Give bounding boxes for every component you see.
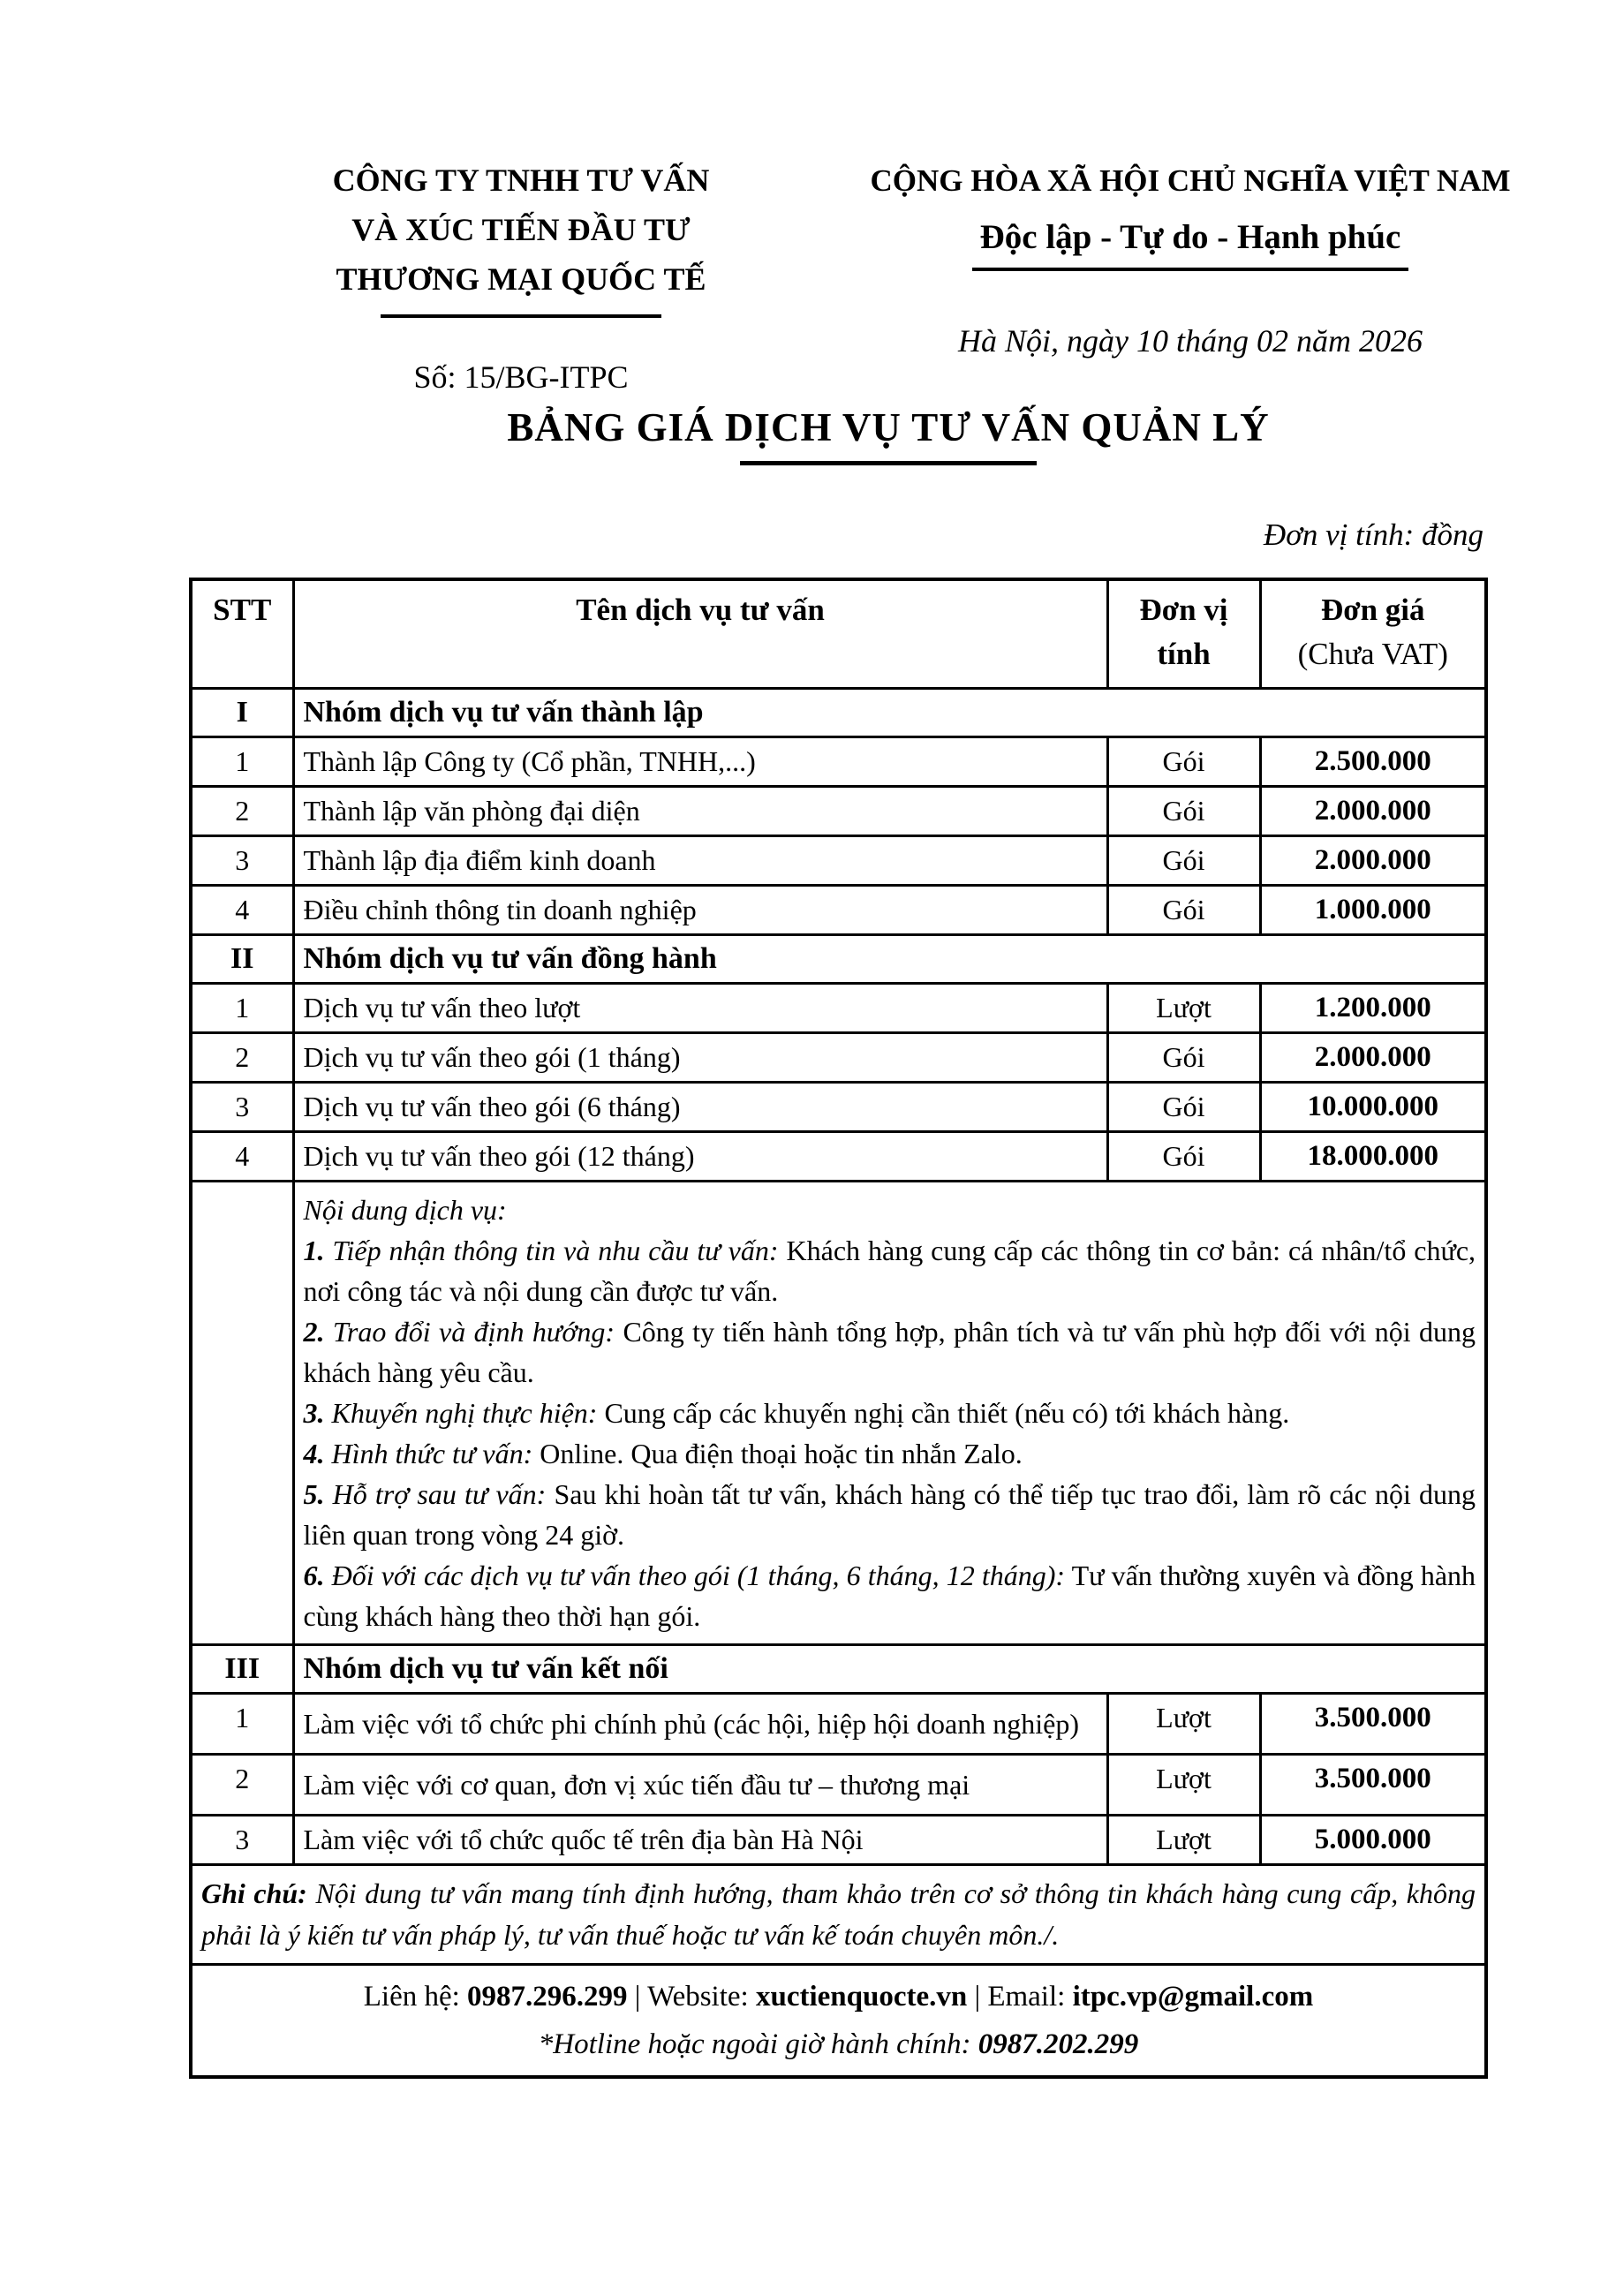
col-header-unit-line2: tính — [1157, 637, 1211, 671]
item-number: 4. — [303, 1438, 325, 1469]
section-number: II — [191, 935, 293, 984]
item-number: 1. — [303, 1235, 325, 1266]
item-lead: Trao đổi và định hướng: — [332, 1316, 615, 1348]
service-price: 10.000.000 — [1260, 1083, 1486, 1132]
table-row — [191, 1755, 1486, 1816]
phone-number: 0987.296.299 — [467, 1981, 628, 2013]
service-unit: Gói — [1107, 886, 1260, 935]
service-price: 18.000.000 — [1260, 1132, 1486, 1182]
col-header-unit — [1107, 579, 1260, 689]
service-content-row — [191, 1182, 1486, 1645]
hotline-number: 0987.202.299 — [978, 2028, 1139, 2060]
row-stt: 3 — [191, 836, 293, 886]
service-name: Làm việc với tổ chức quốc tế trên địa bàn Hà Nội — [293, 1816, 1107, 1865]
item-text: Cung cấp các khuyến nghị cần thiết (nếu có) tới khách hàng. — [604, 1397, 1290, 1429]
email-label: Email: — [987, 1981, 1066, 2013]
table-row — [191, 984, 1486, 1033]
hotline-label: *Hotline hoặc ngoài giờ hành chính: — [538, 2028, 971, 2060]
service-name: Thành lập văn phòng đại diện — [293, 787, 1107, 836]
section-title: Nhóm dịch vụ tư vấn đồng hành — [293, 935, 1486, 984]
service-price: 5.000.000 — [1260, 1816, 1486, 1865]
item-text: Khách hàng cung cấp các thông tin cơ bản: cá nhân/tổ chức, nơi công tác và nội dung cần được tư vấn. — [303, 1235, 1476, 1307]
table-row — [191, 737, 1486, 787]
item-text: Sau khi hoàn tất tư vấn, khách hàng có thể tiếp tục trao đổi, làm rõ các nội dung liên quan trong vòng 24 giờ. — [303, 1478, 1476, 1551]
service-price: 2.000.000 — [1260, 787, 1486, 836]
service-name: Làm việc với tổ chức phi chính phủ (các hội, hiệp hội doanh nghiệp) — [293, 1694, 1107, 1755]
item-lead: Hình thức tư vấn: — [331, 1438, 533, 1469]
section-title: Nhóm dịch vụ tư vấn thành lập — [293, 689, 1486, 737]
table-row — [191, 836, 1486, 886]
row-stt: 4 — [191, 1132, 293, 1182]
item-lead: Hỗ trợ sau tư vấn: — [332, 1478, 547, 1510]
service-name: Thành lập Công ty (Cổ phần, TNHH,...) — [293, 737, 1107, 787]
col-header-price-line2: (Chưa VAT) — [1297, 637, 1448, 671]
col-header-price-line1: Đơn giá — [1320, 593, 1425, 627]
phone-label: Liên hệ: — [363, 1981, 460, 2013]
service-unit: Gói — [1107, 737, 1260, 787]
col-header-unit-line1: Đơn vị — [1139, 593, 1228, 627]
service-name: Thành lập địa điểm kinh doanh — [293, 836, 1107, 886]
item-lead: Khuyến nghị thực hiện: — [331, 1397, 598, 1429]
service-unit: Gói — [1107, 836, 1260, 886]
service-unit: Gói — [1107, 1083, 1260, 1132]
service-name: Làm việc với cơ quan, đơn vị xúc tiến đầu tư – thương mại — [293, 1755, 1107, 1816]
national-title: CỘNG HÒA XÃ HỘI CHỦ NGHĨA VIỆT NAM — [870, 163, 1511, 198]
company-name-line-2: VÀ XÚC TIẾN ĐẦU TƯ — [351, 212, 691, 247]
pricing-table — [189, 578, 1488, 2079]
service-name: Điều chỉnh thông tin doanh nghiệp — [293, 886, 1107, 935]
section-title: Nhóm dịch vụ tư vấn kết nối — [293, 1645, 1486, 1694]
table-row — [191, 1132, 1486, 1182]
company-underline — [381, 314, 661, 318]
service-content-item — [304, 1474, 1476, 1555]
service-content-item — [304, 1230, 1476, 1311]
contact-cell — [191, 1965, 1486, 2078]
service-price: 2.000.000 — [1260, 836, 1486, 886]
col-header-service-name: Tên dịch vụ tư vấn — [293, 579, 1107, 689]
section-row-I — [191, 689, 1486, 737]
service-name: Dịch vụ tư vấn theo gói (12 tháng) — [293, 1132, 1107, 1182]
title-underline — [740, 461, 1037, 465]
note-text: Nội dung tư vấn mang tính định hướng, tham khảo trên cơ sở thông tin khách hàng cung cấp, không phải là ý kiến tư vấn pháp lý, tư vấn thuế hoặc tư vấn kế toán chuyên môn./. — [201, 1877, 1476, 1951]
contact-row — [191, 1965, 1486, 2078]
table-row — [191, 1033, 1486, 1083]
service-content-item — [304, 1311, 1476, 1393]
service-name: Dịch vụ tư vấn theo gói (1 tháng) — [293, 1033, 1107, 1083]
row-stt: 1 — [191, 1694, 293, 1755]
note-label: Ghi chú: — [201, 1877, 307, 1909]
service-unit: Lượt — [1107, 1755, 1260, 1816]
item-number: 5. — [303, 1478, 325, 1510]
service-name: Dịch vụ tư vấn theo lượt — [293, 984, 1107, 1033]
website-value: xuctienquocte.vn — [755, 1981, 968, 2013]
row-stt: 1 — [191, 737, 293, 787]
section-number: I — [191, 689, 293, 737]
separator: | — [974, 1981, 981, 2013]
service-price: 1.000.000 — [1260, 886, 1486, 935]
table-row — [191, 886, 1486, 935]
service-content-cell — [293, 1182, 1486, 1645]
item-text: Tư vấn thường xuyên và đồng hành cùng khách hàng theo thời hạn gói. — [303, 1560, 1476, 1632]
national-header-block — [830, 161, 1551, 359]
service-price: 2.000.000 — [1260, 1033, 1486, 1083]
company-name-line-1: CÔNG TY TNHH TƯ VẤN — [332, 162, 710, 198]
row-stt: 2 — [191, 1033, 293, 1083]
service-content-item — [304, 1393, 1476, 1433]
note-row — [191, 1865, 1486, 1965]
title-block — [189, 404, 1483, 465]
row-stt: 2 — [191, 1755, 293, 1816]
item-text: Online. Qua điện thoại hoặc tin nhắn Zalo. — [540, 1438, 1023, 1469]
email-value: itpc.vp@gmail.com — [1072, 1981, 1314, 2013]
service-name: Dịch vụ tư vấn theo gói (6 tháng) — [293, 1083, 1107, 1132]
row-stt: 2 — [191, 787, 293, 836]
section-number: III — [191, 1645, 293, 1694]
col-header-stt: STT — [191, 579, 293, 689]
service-price: 3.500.000 — [1260, 1755, 1486, 1816]
service-unit: Lượt — [1107, 984, 1260, 1033]
item-text: Công ty tiến hành tổng hợp, phân tích và tư vấn phù hợp đối với nội dung khách hàng yêu cầu. — [303, 1316, 1476, 1388]
contact-line — [201, 1973, 1476, 2020]
company-header-block — [254, 155, 788, 396]
service-price: 1.200.000 — [1260, 984, 1486, 1033]
service-unit: Lượt — [1107, 1816, 1260, 1865]
row-stt: 3 — [191, 1816, 293, 1865]
row-stt: 1 — [191, 984, 293, 1033]
separator: | — [634, 1981, 641, 2013]
currency-unit-note: Đơn vị tính: đồng — [1263, 517, 1483, 552]
motto-underline — [972, 268, 1408, 271]
place-date-line: Hà Nội, ngày 10 tháng 02 năm 2026 — [958, 323, 1423, 359]
col-header-price — [1260, 579, 1486, 689]
item-number: 2. — [303, 1316, 325, 1348]
page-title: BẢNG GIÁ DỊCH VỤ TƯ VẤN QUẢN LÝ — [507, 405, 1270, 449]
service-price: 3.500.000 — [1260, 1694, 1486, 1755]
service-unit: Gói — [1107, 1132, 1260, 1182]
service-unit: Gói — [1107, 787, 1260, 836]
table-row — [191, 1694, 1486, 1755]
service-content-heading: Nội dung dịch vụ: — [303, 1194, 507, 1226]
company-name-line-3: THƯƠNG MẠI QUỐC TẾ — [336, 261, 706, 297]
section-row-III — [191, 1645, 1486, 1694]
service-price: 2.500.000 — [1260, 737, 1486, 787]
row-stt: 3 — [191, 1083, 293, 1132]
service-content-item — [304, 1555, 1476, 1636]
table-row — [191, 1083, 1486, 1132]
national-motto: Độc lập - Tự do - Hạnh phúc — [979, 218, 1401, 256]
item-number: 3. — [303, 1397, 325, 1429]
document-number: Số: 15/BG-ITPC — [413, 359, 629, 395]
service-unit: Gói — [1107, 1033, 1260, 1083]
table-row — [191, 1816, 1486, 1865]
item-lead: Tiếp nhận thông tin và nhu cầu tư vấn: — [332, 1235, 779, 1266]
service-unit: Lượt — [1107, 1694, 1260, 1755]
website-label: Website: — [647, 1981, 749, 2013]
note-cell — [191, 1865, 1486, 1965]
table-header-row — [191, 579, 1486, 689]
item-number: 6. — [303, 1560, 325, 1591]
row-stt: 4 — [191, 886, 293, 935]
section-row-II — [191, 935, 1486, 984]
hotline-line — [201, 2020, 1476, 2068]
service-content-item — [304, 1433, 1476, 1474]
table-row — [191, 787, 1486, 836]
empty-stt-cell — [191, 1182, 293, 1645]
item-lead: Đối với các dịch vụ tư vấn theo gói (1 tháng, 6 tháng, 12 tháng): — [331, 1560, 1066, 1591]
